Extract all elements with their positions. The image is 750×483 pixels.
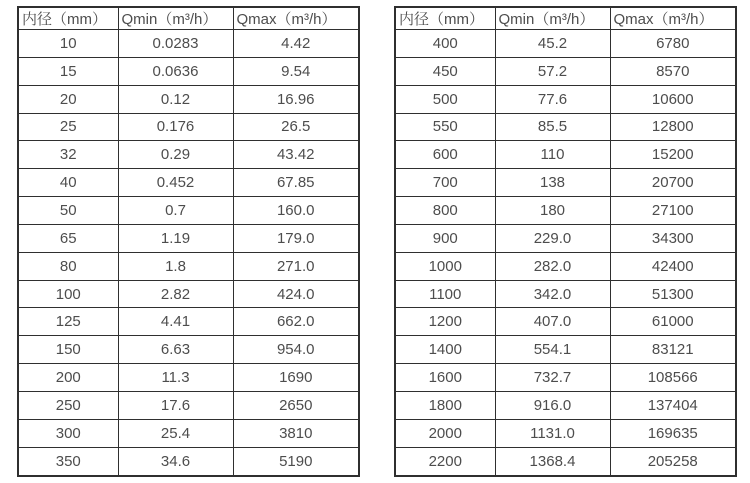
cell: 342.0 <box>495 280 610 308</box>
cell: 1600 <box>395 364 495 392</box>
cell: 0.0283 <box>118 30 233 58</box>
cell: 2200 <box>395 447 495 476</box>
spec-table-large-diameters <box>394 6 737 477</box>
cell: 179.0 <box>233 224 359 252</box>
table-row <box>18 447 359 476</box>
cell: 0.29 <box>118 141 233 169</box>
col-header-diameter: 内径（mm） <box>395 7 495 30</box>
table-row <box>395 308 736 336</box>
cell: 50 <box>18 197 118 225</box>
cell: 85.5 <box>495 113 610 141</box>
cell: 12800 <box>610 113 736 141</box>
cell: 51300 <box>610 280 736 308</box>
table-row <box>18 391 359 419</box>
table-body <box>18 30 359 477</box>
cell: 5190 <box>233 447 359 476</box>
cell: 77.6 <box>495 85 610 113</box>
header-row <box>18 7 359 30</box>
cell: 250 <box>18 391 118 419</box>
table-row <box>18 57 359 85</box>
table-row <box>395 30 736 58</box>
cell: 150 <box>18 336 118 364</box>
cell: 350 <box>18 447 118 476</box>
cell: 554.1 <box>495 336 610 364</box>
cell: 2650 <box>233 391 359 419</box>
col-header-qmax: Qmax（m³/h） <box>610 7 736 30</box>
col-header-qmin: Qmin（m³/h） <box>495 7 610 30</box>
cell: 4.42 <box>233 30 359 58</box>
table-row <box>395 364 736 392</box>
cell: 205258 <box>610 447 736 476</box>
cell: 20 <box>18 85 118 113</box>
cell: 954.0 <box>233 336 359 364</box>
cell: 662.0 <box>233 308 359 336</box>
cell: 20700 <box>610 169 736 197</box>
cell: 282.0 <box>495 252 610 280</box>
cell: 40 <box>18 169 118 197</box>
cell: 80 <box>18 252 118 280</box>
cell: 300 <box>18 419 118 447</box>
col-header-qmax: Qmax（m³/h） <box>233 7 359 30</box>
table-row <box>18 224 359 252</box>
cell: 1690 <box>233 364 359 392</box>
table-row <box>395 224 736 252</box>
table-row <box>18 252 359 280</box>
cell: 43.42 <box>233 141 359 169</box>
cell: 10 <box>18 30 118 58</box>
table-row <box>18 419 359 447</box>
cell: 700 <box>395 169 495 197</box>
table-row <box>395 169 736 197</box>
cell: 15 <box>18 57 118 85</box>
cell: 160.0 <box>233 197 359 225</box>
cell: 26.5 <box>233 113 359 141</box>
cell: 271.0 <box>233 252 359 280</box>
cell: 65 <box>18 224 118 252</box>
table-row <box>18 336 359 364</box>
cell: 34300 <box>610 224 736 252</box>
spec-table-small-diameters <box>17 6 360 477</box>
cell: 1.19 <box>118 224 233 252</box>
cell: 450 <box>395 57 495 85</box>
cell: 10600 <box>610 85 736 113</box>
cell: 125 <box>18 308 118 336</box>
table-row <box>18 364 359 392</box>
cell: 137404 <box>610 391 736 419</box>
table-row <box>395 141 736 169</box>
cell: 34.6 <box>118 447 233 476</box>
cell: 16.96 <box>233 85 359 113</box>
cell: 0.176 <box>118 113 233 141</box>
cell: 138 <box>495 169 610 197</box>
cell: 600 <box>395 141 495 169</box>
cell: 229.0 <box>495 224 610 252</box>
cell: 6780 <box>610 30 736 58</box>
table-row <box>18 197 359 225</box>
cell: 2.82 <box>118 280 233 308</box>
cell: 15200 <box>610 141 736 169</box>
cell: 400 <box>395 30 495 58</box>
cell: 900 <box>395 224 495 252</box>
cell: 916.0 <box>495 391 610 419</box>
cell: 57.2 <box>495 57 610 85</box>
cell: 169635 <box>610 419 736 447</box>
cell: 732.7 <box>495 364 610 392</box>
cell: 424.0 <box>233 280 359 308</box>
cell: 550 <box>395 113 495 141</box>
cell: 100 <box>18 280 118 308</box>
table-row <box>18 85 359 113</box>
cell: 500 <box>395 85 495 113</box>
table-row <box>395 280 736 308</box>
cell: 45.2 <box>495 30 610 58</box>
table-row <box>395 113 736 141</box>
cell: 11.3 <box>118 364 233 392</box>
cell: 1131.0 <box>495 419 610 447</box>
table-row <box>18 308 359 336</box>
cell: 800 <box>395 197 495 225</box>
cell: 25.4 <box>118 419 233 447</box>
table-row <box>395 85 736 113</box>
cell: 1.8 <box>118 252 233 280</box>
cell: 110 <box>495 141 610 169</box>
cell: 17.6 <box>118 391 233 419</box>
cell: 61000 <box>610 308 736 336</box>
cell: 200 <box>18 364 118 392</box>
cell: 25 <box>18 113 118 141</box>
cell: 9.54 <box>233 57 359 85</box>
cell: 3810 <box>233 419 359 447</box>
col-header-qmin: Qmin（m³/h） <box>118 7 233 30</box>
cell: 1100 <box>395 280 495 308</box>
cell: 2000 <box>395 419 495 447</box>
col-header-diameter: 内径（mm） <box>18 7 118 30</box>
table-row <box>395 336 736 364</box>
table-row <box>18 141 359 169</box>
cell: 27100 <box>610 197 736 225</box>
table-row <box>18 169 359 197</box>
cell: 0.0636 <box>118 57 233 85</box>
cell: 6.63 <box>118 336 233 364</box>
cell: 1400 <box>395 336 495 364</box>
cell: 83121 <box>610 336 736 364</box>
table-row <box>395 57 736 85</box>
table-row <box>395 252 736 280</box>
cell: 0.12 <box>118 85 233 113</box>
cell: 42400 <box>610 252 736 280</box>
table-row <box>18 30 359 58</box>
cell: 1200 <box>395 308 495 336</box>
cell: 4.41 <box>118 308 233 336</box>
cell: 0.7 <box>118 197 233 225</box>
cell: 32 <box>18 141 118 169</box>
table-row <box>395 419 736 447</box>
table-row <box>18 113 359 141</box>
cell: 1000 <box>395 252 495 280</box>
table-row <box>395 391 736 419</box>
table-row <box>18 280 359 308</box>
cell: 67.85 <box>233 169 359 197</box>
table-row <box>395 197 736 225</box>
cell: 108566 <box>610 364 736 392</box>
cell: 8570 <box>610 57 736 85</box>
header-row <box>395 7 736 30</box>
cell: 1368.4 <box>495 447 610 476</box>
cell: 407.0 <box>495 308 610 336</box>
cell: 0.452 <box>118 169 233 197</box>
table-body <box>395 30 736 477</box>
cell: 1800 <box>395 391 495 419</box>
table-row <box>395 447 736 476</box>
cell: 180 <box>495 197 610 225</box>
